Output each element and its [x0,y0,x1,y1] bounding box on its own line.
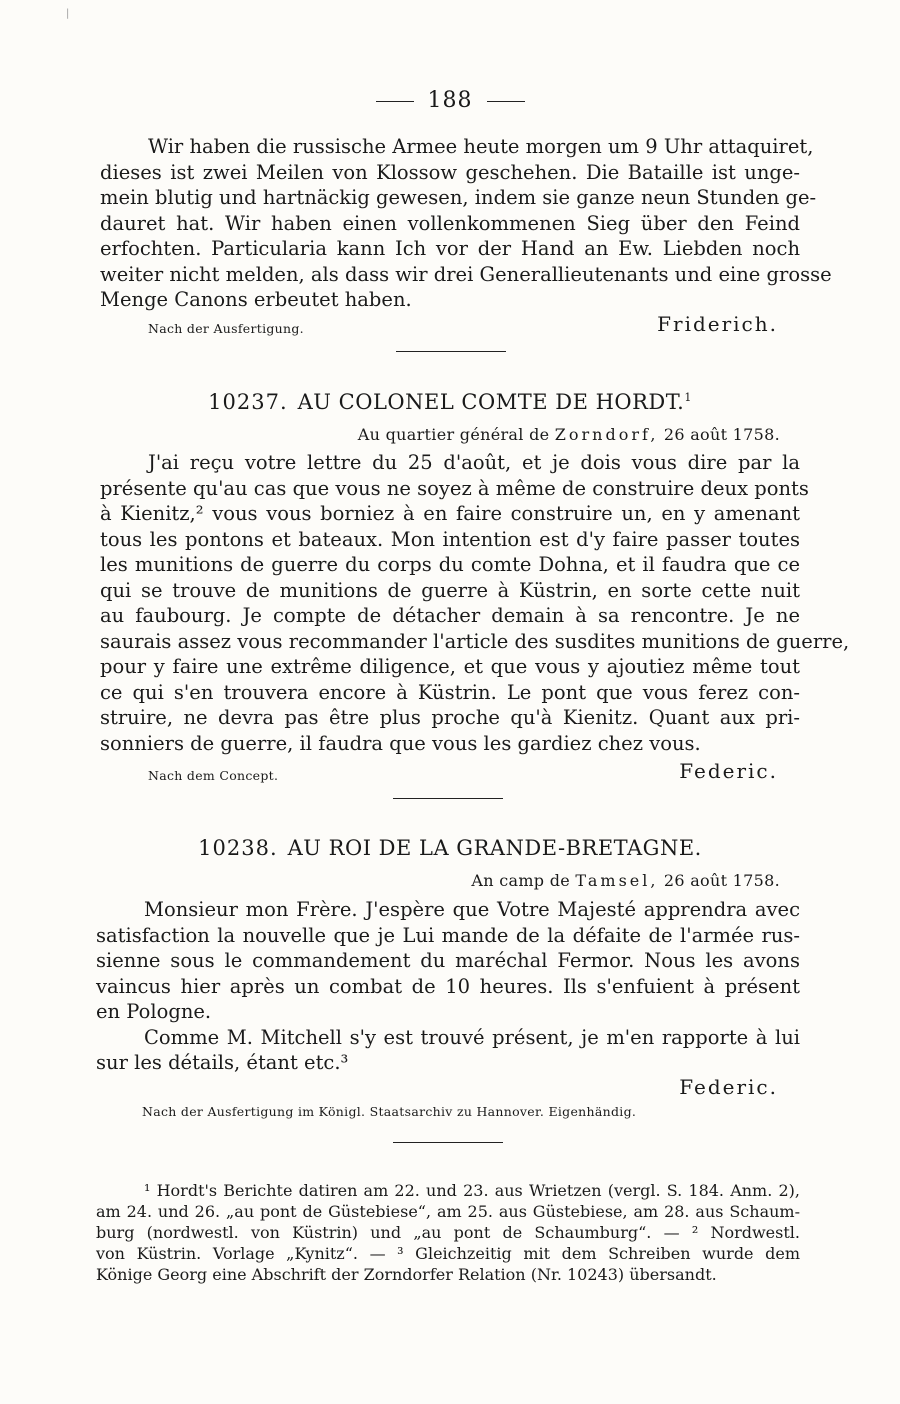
letter-2-dateline [358,425,780,444]
letter-1-source: Nach der Ausfertigung. [148,321,304,336]
footnote-line: ¹ Hordt's Berichte datiren am 22. und 23. aus Wrietzen (vergl. S. 184. Anm. 2), [144,1181,800,1200]
footnotes [96,1180,800,1285]
page-number [0,88,900,113]
letter-3-dateline [471,871,780,890]
letter-3-number: 10238. [198,836,278,860]
text-line: Comme M. Mitchell s'y est trouvé présent, je m'en rapporte à lui [144,1025,800,1049]
section-divider [396,351,506,352]
text-line: à Kienitz,² vous vous borniez à en faire construire un, en y amenant [100,502,800,525]
page-number-dash-right [487,101,525,102]
text-line: Wir haben die russische Armee heute morgen um 9 Uhr attaquiret, [148,135,814,158]
text-line: pour y faire une extrême diligence, et que vous y ajoutiez même tout [100,655,800,678]
text-line: Menge Canons erbeutet haben. [100,288,412,311]
letter-2-title-note: 1 [684,391,692,404]
dateline-date: 26 août 1758. [663,871,780,890]
section-divider [393,1142,503,1143]
text-line: ce qui s'en trouvera encore à Küstrin. Le pont que vous ferez con- [100,680,800,704]
letter-2-title: AU COLONEL COMTE DE HORDT. [297,390,685,414]
text-line: sienne sous le commandement du maréchal Fermor. Nous les avons [96,949,800,972]
text-line: Monsieur mon Frère. J'espère que Votre Majesté apprendra avec [144,898,800,921]
letter-2-signature: Federic. [679,759,778,783]
text-line: dauret hat. Wir haben einen vollenkommenen Sieg über den Feind [100,211,800,235]
text-line: qui se trouve de munitions de guerre à Küstrin, en sorte cette nuit [100,578,800,602]
letter-2-heading [0,390,900,414]
page-number-dash-left [376,101,414,102]
footnote-line: von Küstrin. Vorlage „Kynitz“. — ³ Gleichzeitig mit dem Schreiben wurde dem [96,1244,800,1263]
text-line: les munitions de guerre du corps du comte Dohna, et il faudra que ce [100,553,800,576]
footnote-line: burg (nordwestl. von Küstrin) und „au pont de Schaumburg“. — ² Nordwestl. [96,1223,800,1242]
page-number-text: 188 [427,88,473,113]
text-line: mein blutig und hartnäckig gewesen, indem sie ganze neun Stunden ge- [100,186,817,209]
letter-1-body [100,134,832,313]
letter-3-signature: Federic. [679,1075,778,1099]
scan-mark: | [66,8,70,19]
text-line: saurais assez vous recommander l'article des susdites munitions de guerre, [100,629,850,653]
footnote-line: Könige Georg eine Abschrift der Zorndorfer Relation (Nr. 10243) übersandt. [96,1265,717,1284]
text-line: vaincus hier après un combat de 10 heures. Ils s'enfuient à présent [96,974,800,998]
footnote-line: am 24. und 26. „au pont de Güstebiese“, am 25. aus Güstebiese, am 28. aus Schaum- [96,1202,800,1221]
section-divider [393,798,503,799]
letter-3-source: Nach der Ausfertigung im Königl. Staatsarchiv zu Hannover. Eigenhändig. [142,1104,637,1119]
letter-2-source: Nach dem Concept. [148,768,279,783]
letter-3-body [96,897,800,1076]
letter-2-number: 10237. [208,390,288,414]
text-line: dieses ist zwei Meilen von Klossow geschehen. Die Bataille ist unge- [100,160,800,184]
dateline-place: Zorndorf, [554,425,659,444]
dateline-date: 26 août 1758. [663,425,780,444]
dateline-place: Tamsel, [575,871,659,890]
text-line: tous les pontons et bateaux. Mon intention est d'y faire passer toutes [100,527,800,551]
dateline-prefix: An camp de [471,871,571,890]
letter-3-title: AU ROI DE LA GRANDE-BRETAGNE. [287,836,702,860]
text-line: sonniers de guerre, il faudra que vous les gardiez chez vous. [100,731,701,755]
text-line: J'ai reçu votre lettre du 25 d'août, et je dois vous dire par la [148,451,800,474]
text-line: en Pologne. [96,1000,212,1023]
text-line: erfochten. Particularia kann Ich vor der Hand an Ew. Liebden noch [100,237,800,260]
text-line: présente qu'au cas que vous ne soyez à même de construire deux ponts [100,476,809,500]
text-line: au faubourg. Je compte de détacher demain à sa rencontre. Je ne [100,604,800,627]
letter-1-signature: Friderich. [657,312,778,336]
text-line: sur les détails, étant etc.³ [96,1051,349,1074]
dateline-prefix: Au quartier général de [357,425,550,444]
text-line: struire, ne devra pas être plus proche qu'à Kienitz. Quant aux pri- [100,706,800,729]
letter-2-body [100,450,850,756]
text-line: satisfaction la nouvelle que je Lui mande de la défaite de l'armée rus- [96,923,800,947]
letter-3-heading [0,836,900,860]
text-line: weiter nicht melden, als dass wir drei Generallieutenants und eine grosse [100,262,832,286]
